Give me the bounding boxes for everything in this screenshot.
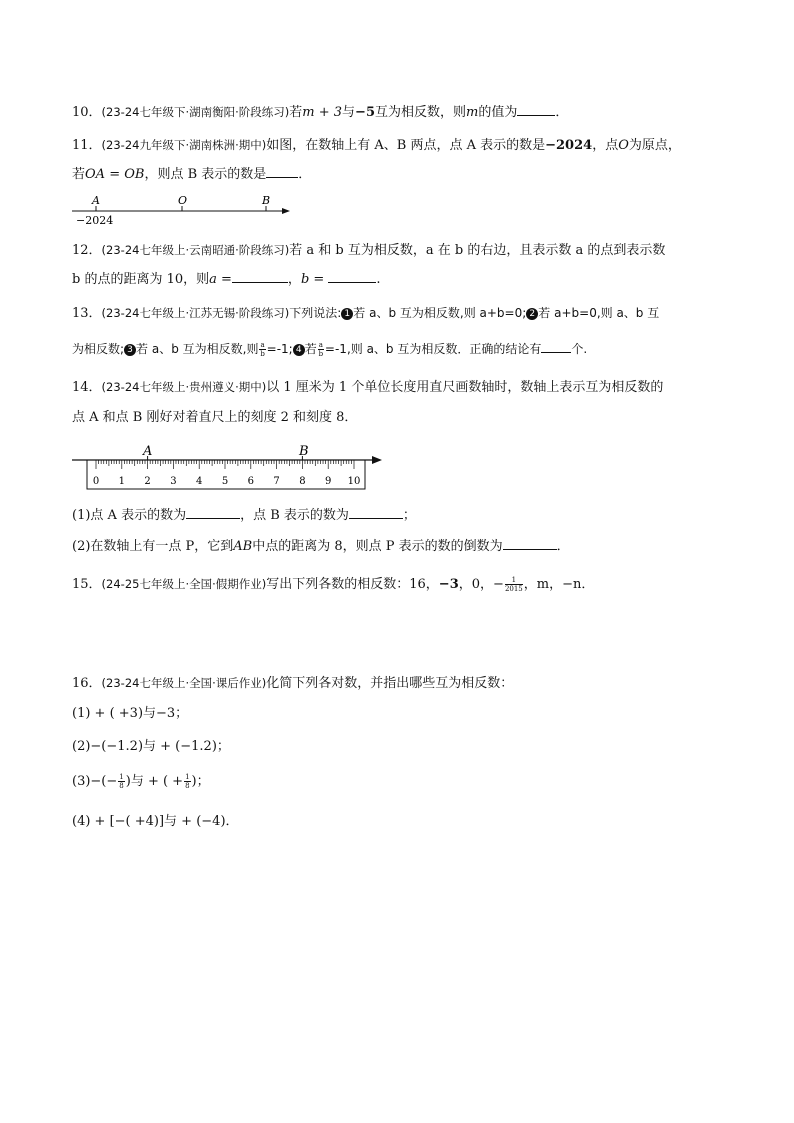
circled-number: 1 <box>341 308 353 320</box>
point-a-label: A <box>143 444 153 459</box>
question-14-part1: (1)点 A 表示的数为 ，点 B 表示的数为 ； <box>72 508 416 523</box>
question-16-part1: (1) + ( +3)与−3； <box>72 706 189 721</box>
answer-blank <box>541 340 571 353</box>
question-source: (23-24九年级下·湖南株洲·期中) <box>101 138 267 152</box>
circled-number: 2 <box>526 308 538 320</box>
ruler-tick-label: 3 <box>170 476 177 487</box>
question-12-line2: b 的点的距离为 10，则a = ，b = . <box>72 272 381 287</box>
ruler-tick-label: 9 <box>325 476 332 487</box>
ruler-tick-label: 10 <box>347 476 361 487</box>
answer-blank <box>349 506 403 519</box>
ruler-tick-label: 4 <box>196 476 203 487</box>
point-a-label: A <box>92 194 100 207</box>
answer-blank <box>503 537 557 550</box>
question-14: 14．(23-24七年级上·贵州遵义·期中)以 1 厘米为 1 个单位长度用直尺画数轴时，数轴上表示互为相反数的 <box>72 380 664 395</box>
question-source: (23-24七年级下·湖南衡阳·阶段练习) <box>101 105 290 119</box>
question-source: (23-24七年级上·江苏无锡·阶段练习) <box>101 306 290 320</box>
question-11: 11．(23-24九年级下·湖南株洲·期中)如图，在数轴上有 A、B 两点，点 A 表示的数是−2024，点O为原点， <box>72 138 681 153</box>
question-source: (23-24七年级上·贵州遵义·期中) <box>101 380 267 394</box>
answer-blank <box>266 165 298 178</box>
fraction: $\frac{1}{8}$ <box>119 773 124 790</box>
fraction: $\frac{a}{b}$ <box>260 341 265 358</box>
fraction: $\frac{a}{b}$ <box>318 341 324 358</box>
question-12: 12．(23-24七年级上·云南昭通·阶段练习)若 a 和 b 互为相反数，a 在 b 的右边，且表示数 a 的点到表示数 <box>72 243 666 258</box>
question-number: 10． <box>72 105 102 120</box>
answer-blank <box>186 506 240 519</box>
ruler-tick-label: 1 <box>118 476 125 487</box>
answer-blank <box>517 103 555 116</box>
ruler-tick-label: 8 <box>299 476 306 487</box>
fraction: $\frac{1}{2015}$ <box>504 576 523 593</box>
point-o-label: O <box>178 194 188 207</box>
point-b-label: B <box>299 444 309 459</box>
ruler-tick-label: 6 <box>247 476 254 487</box>
question-16-part3: (3)−(− $\frac{1}{8}$ )与 + ( + $\frac{1}{8}$ )； <box>72 773 210 790</box>
question-13-line2: 为相反数; 3 若 a、b 互为相反数,则 $\frac{a}{b}$ =-1; 4 若 $\frac{a}{b}$ =-1,则 a、b 互为相反数．正确的结论有 个. <box>72 341 588 358</box>
question-10: 10．(23-24七年级下·湖南衡阳·阶段练习)若m + 3与−5互为相反数，则m的值为 ． <box>72 105 569 120</box>
ruler-tick-label: 5 <box>221 476 229 487</box>
question-15: 15．(24-25七年级上·全国·假期作业)写出下列各数的相反数：16，−3，0，− $\frac{1}{2015}$ ，m，−n． <box>72 576 595 593</box>
question-source: (23-24七年级上·云南昭通·阶段练习) <box>101 243 290 257</box>
question-11-line2: 若OA = OB，则点 B 表示的数是 ． <box>72 167 312 182</box>
question-16-part2: (2)−(−1.2)与 + (−1.2)； <box>72 739 230 754</box>
number-line-figure <box>70 192 300 228</box>
circled-number: 4 <box>293 344 305 356</box>
question-source: (23-24七年级上·全国·课后作业) <box>101 676 267 690</box>
point-b-label: B <box>262 194 271 207</box>
question-16: 16．(23-24七年级上·全国·课后作业)化简下列各对数，并指出哪些互为相反数： <box>72 676 514 691</box>
ruler-tick-label: 2 <box>144 476 151 487</box>
ruler-tick-label: 0 <box>92 476 100 487</box>
circled-number: 3 <box>124 344 136 356</box>
ruler-tick-label: 7 <box>273 476 280 487</box>
question-14-part2: (2)在数轴上有一点 P，它到AB中点的距离为 8，则点 P 表示的数的倒数为 ． <box>72 539 570 554</box>
question-13: 13．(23-24七年级上·江苏无锡·阶段练习)下列说法: 1 若 a、b 互为相反数,则 a+b=0; 2 若 a+b=0,则 a、b 互 <box>72 306 660 321</box>
answer-blank <box>232 270 288 283</box>
question-source: (24-25七年级上·全国·假期作业) <box>101 577 267 591</box>
question-14-line2: 点 A 和点 B 刚好对着直尺上的刻度 2 和刻度 8． <box>72 410 358 425</box>
fraction: $\frac{1}{8}$ <box>185 773 190 790</box>
tick-label: −2024 <box>76 214 114 227</box>
answer-blank <box>328 270 376 283</box>
axis-arrow <box>372 456 382 464</box>
ruler-number-line-figure <box>70 438 390 494</box>
question-16-part4: (4) + [−( +4)]与 + (−4)． <box>72 814 239 829</box>
